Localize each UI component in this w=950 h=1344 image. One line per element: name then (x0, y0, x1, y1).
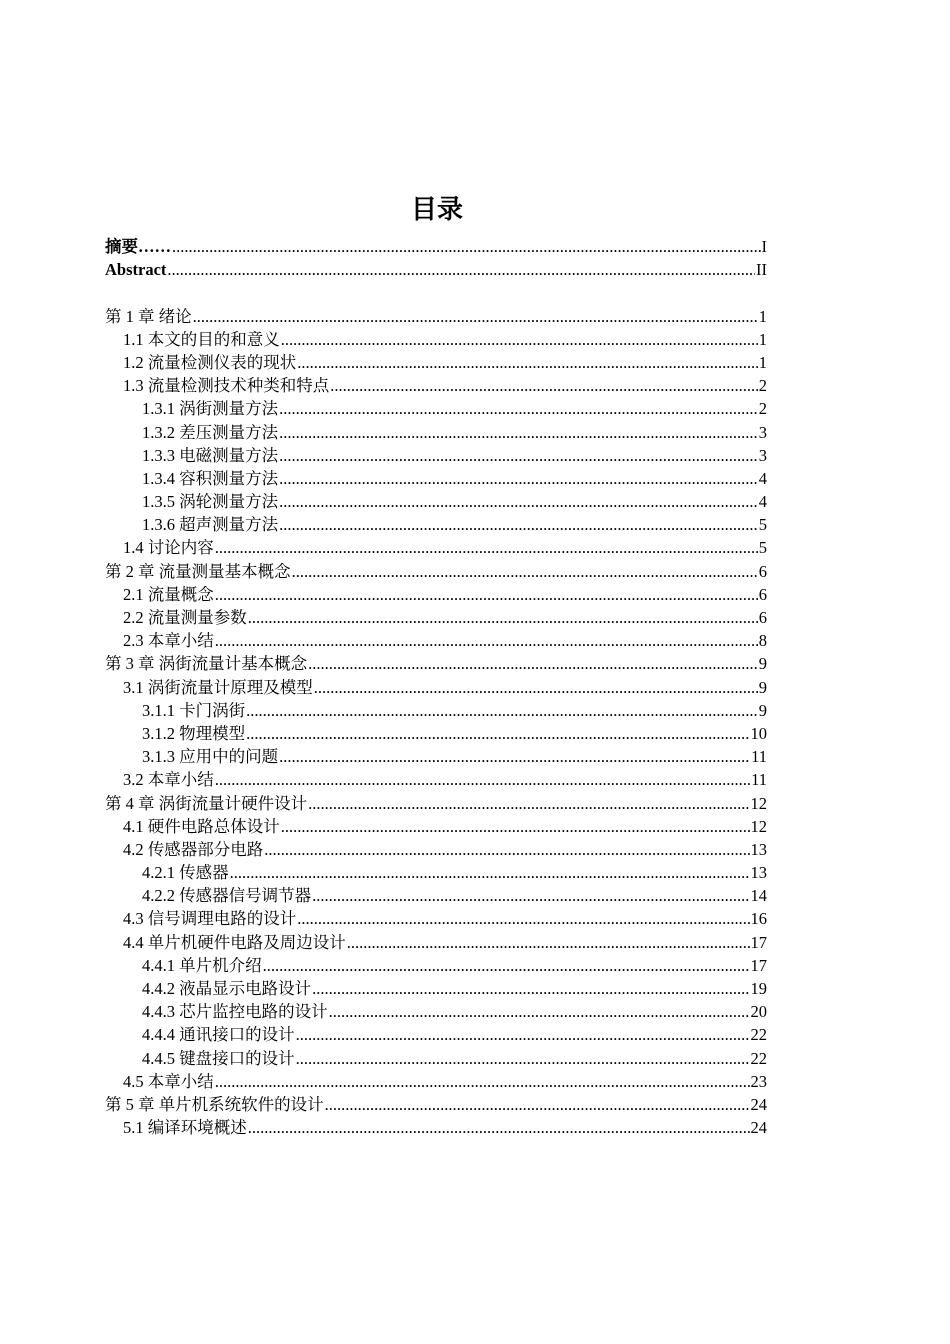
toc-entry-page-number: 5 (758, 538, 767, 558)
toc-entry-page-number: 17 (750, 955, 767, 975)
toc-entry-page-number: 3 (758, 445, 767, 465)
toc-entry-label: 5.1 编译环境概述 (123, 1118, 247, 1138)
toc-entry-label: Abstract (105, 260, 167, 280)
toc-entry-label: 3.1.1 卡门涡街 (142, 700, 246, 720)
dot-leader (172, 235, 761, 258)
toc-entry-label: 4.2 传感器部分电路 (123, 839, 264, 859)
toc-entry[interactable] (105, 977, 767, 1000)
dot-leader (292, 560, 758, 583)
toc-entry-label: 2.2 流量测量参数 (123, 608, 247, 627)
dot-leader (281, 328, 758, 351)
toc-entry-label: 第 5 章 单片机系统软件的设计 (105, 1094, 324, 1114)
toc-entry-page-number: 4 (758, 492, 767, 512)
toc-entry-label: 第 4 章 涡街流量计硬件设计 (105, 793, 308, 813)
toc-entry-label: 4.4 单片机硬件电路及周边设计 (123, 932, 346, 952)
toc-entry[interactable] (105, 699, 767, 722)
toc-entry-label: 第 1 章 绪论 (105, 306, 192, 326)
toc-entry[interactable] (105, 583, 767, 606)
toc-entry-label: 1.3.4 容积测量方法 (142, 468, 279, 488)
toc-entry[interactable] (105, 397, 767, 420)
toc-entry[interactable] (105, 235, 767, 258)
toc-entry[interactable] (105, 815, 767, 838)
dot-leader (297, 351, 758, 374)
dot-leader (246, 722, 749, 745)
dot-leader (193, 305, 758, 328)
toc-entry-page-number: 16 (750, 909, 767, 929)
toc-entry[interactable] (105, 838, 767, 861)
toc-entry[interactable] (105, 606, 767, 629)
toc-entry-page-number: 14 (750, 886, 767, 906)
toc-entry[interactable] (105, 328, 767, 351)
toc-entry-label: 4.4.2 液晶显示电路设计 (142, 979, 312, 998)
dot-leader (347, 931, 750, 954)
toc-entry-label: 4.1 硬件电路总体设计 (123, 816, 280, 836)
toc-entry-page-number: 2 (758, 376, 767, 396)
toc-entry-page-number: 11 (751, 770, 767, 790)
toc-entry[interactable] (105, 722, 767, 745)
dot-leader (312, 977, 749, 1000)
toc-entry[interactable] (105, 467, 767, 490)
toc-entry-label: 4.4.4 通讯接口的设计 (142, 1025, 295, 1045)
dot-leader (279, 513, 758, 536)
toc-entry-label: 1.3.2 差压测量方法 (142, 422, 279, 442)
toc-entry[interactable] (105, 676, 767, 699)
dot-leader (230, 861, 750, 884)
dot-leader (325, 1093, 750, 1116)
toc-entry-page-number: II (756, 260, 767, 280)
dot-leader (279, 745, 750, 768)
dot-leader (215, 629, 758, 652)
toc-entry-page-number: 9 (758, 700, 767, 720)
dot-leader (279, 444, 758, 467)
dot-leader (248, 1116, 750, 1139)
dot-leader (215, 536, 758, 559)
toc-entry-label: 4.4.3 芯片监控电路的设计 (142, 1002, 328, 1022)
toc-entry[interactable] (105, 490, 767, 513)
toc-entry-page-number: 6 (758, 608, 767, 627)
toc-entry[interactable] (105, 1116, 767, 1139)
dot-leader (329, 1000, 750, 1023)
dot-leader (296, 1023, 750, 1046)
toc-entry-label: 1.1 本文的目的和意义 (123, 329, 280, 349)
toc-entry-page-number: 9 (758, 654, 767, 674)
toc-entry-page-number: 9 (758, 677, 767, 697)
toc-entry[interactable] (105, 421, 767, 444)
toc-entry-page-number: 12 (750, 793, 767, 813)
toc-entry-label: 1.2 流量检测仪表的现状 (123, 352, 297, 372)
toc-entry[interactable] (105, 1047, 767, 1070)
toc-entry-label: 3.1 涡街流量计原理及模型 (123, 677, 313, 697)
toc-entry-page-number: 24 (750, 1094, 767, 1114)
toc-entry-label: 1.3.6 超声测量方法 (142, 515, 279, 535)
toc-entry-page-number: 4 (758, 468, 767, 488)
toc-entry[interactable] (105, 351, 767, 374)
dot-leader (215, 583, 758, 606)
toc-entry-label: 第 3 章 涡街流量计基本概念 (105, 654, 308, 674)
toc-entry-page-number: 6 (758, 561, 767, 581)
page-title: 目录 (410, 195, 463, 225)
toc-entry-label: 3.1.3 应用中的问题 (142, 747, 279, 767)
toc-entry-label: 摘要…… (105, 237, 171, 256)
dot-leader (296, 1047, 750, 1070)
toc-entry-label: 4.5 本章小结 (123, 1071, 214, 1091)
toc-entry-page-number: 12 (750, 816, 767, 836)
toc-entry[interactable] (105, 954, 767, 977)
toc-entry-label: 第 2 章 流量测量基本概念 (105, 561, 291, 581)
dot-leader (308, 792, 749, 815)
toc-entry[interactable] (105, 768, 767, 791)
dot-leader (297, 907, 749, 930)
toc-entry-label: 1.3.5 涡轮测量方法 (142, 492, 279, 512)
toc-entry-label: 4.3 信号调理电路的设计 (123, 909, 297, 929)
toc-entry-label: 2.3 本章小结 (123, 631, 214, 651)
toc-entry-page-number: 13 (750, 839, 767, 859)
toc-entry-page-number: 6 (758, 584, 767, 604)
toc-entry-page-number: 8 (758, 631, 767, 651)
toc-entry-label: 4.2.1 传感器 (142, 863, 229, 883)
dot-leader (264, 838, 749, 861)
toc-entry-label: 3.2 本章小结 (123, 770, 214, 790)
toc-entry-page-number: 19 (750, 979, 767, 998)
toc-entry[interactable] (105, 652, 767, 675)
dot-leader (215, 1070, 750, 1093)
toc-entry-page-number: 13 (750, 863, 767, 883)
dot-leader (281, 815, 750, 838)
toc-entry-label: 4.2.2 传感器信号调节器 (142, 886, 312, 906)
dot-leader (308, 652, 758, 675)
toc-entry[interactable] (105, 1023, 767, 1046)
toc-entry[interactable] (105, 536, 767, 559)
toc-entry-page-number: 3 (758, 422, 767, 442)
toc-entry[interactable] (105, 305, 767, 328)
toc-entry-page-number: 5 (758, 515, 767, 535)
toc-spacer (105, 281, 767, 304)
toc-entry[interactable] (105, 861, 767, 884)
toc-entry[interactable] (105, 745, 767, 768)
toc-entry-label: 1.3.1 涡街测量方法 (142, 399, 279, 419)
toc-entry[interactable] (105, 884, 767, 907)
dot-leader (314, 676, 758, 699)
toc-entry-page-number: 2 (758, 399, 767, 419)
toc-entry-label: 3.1.2 物理模型 (142, 723, 246, 743)
dot-leader (248, 606, 758, 629)
toc-entry[interactable] (105, 792, 767, 815)
toc-entry-page-number: 22 (750, 1025, 767, 1045)
dot-leader (279, 490, 758, 513)
toc-entry-page-number: 22 (750, 1048, 767, 1068)
dot-leader (246, 699, 758, 722)
dot-leader (279, 467, 758, 490)
toc-entry[interactable] (105, 1093, 767, 1116)
toc-entry-page-number: 1 (758, 329, 767, 349)
dot-leader (263, 954, 750, 977)
toc-entry[interactable] (105, 258, 767, 281)
toc-entry-page-number: 1 (758, 306, 767, 326)
toc-entry-page-number: I (761, 237, 767, 256)
toc-entry-page-number: 20 (750, 1002, 767, 1022)
toc-entry-page-number: 23 (750, 1071, 767, 1091)
toc-entry-page-number: 11 (751, 747, 767, 767)
toc-entry[interactable] (105, 513, 767, 536)
toc-entry-page-number: 10 (750, 723, 767, 743)
toc-entry-label: 1.4 讨论内容 (123, 538, 214, 558)
toc-entry-label: 2.1 流量概念 (123, 584, 214, 604)
dot-leader (330, 374, 758, 397)
toc-entry-label: 1.3.3 电磁测量方法 (142, 445, 279, 465)
toc-entry[interactable] (105, 907, 767, 930)
table-of-contents (105, 235, 767, 1139)
toc-entry[interactable] (105, 374, 767, 397)
toc-entry[interactable] (105, 1000, 767, 1023)
toc-entry-page-number: 24 (750, 1118, 767, 1138)
toc-entry-label: 4.4.5 键盘接口的设计 (142, 1048, 295, 1068)
toc-entry-label: 1.3 流量检测技术种类和特点 (123, 376, 330, 396)
toc-entry[interactable] (105, 629, 767, 652)
toc-entry-page-number: 17 (750, 932, 767, 952)
toc-entry[interactable] (105, 931, 767, 954)
toc-entry[interactable] (105, 1070, 767, 1093)
dot-leader (167, 258, 755, 281)
dot-leader (279, 397, 758, 420)
dot-leader (215, 768, 750, 791)
toc-entry-page-number: 1 (758, 352, 767, 372)
dot-leader (279, 421, 758, 444)
toc-entry-label: 4.4.1 单片机介绍 (142, 955, 262, 975)
toc-entry[interactable] (105, 560, 767, 583)
toc-entry[interactable] (105, 444, 767, 467)
dot-leader (312, 884, 749, 907)
